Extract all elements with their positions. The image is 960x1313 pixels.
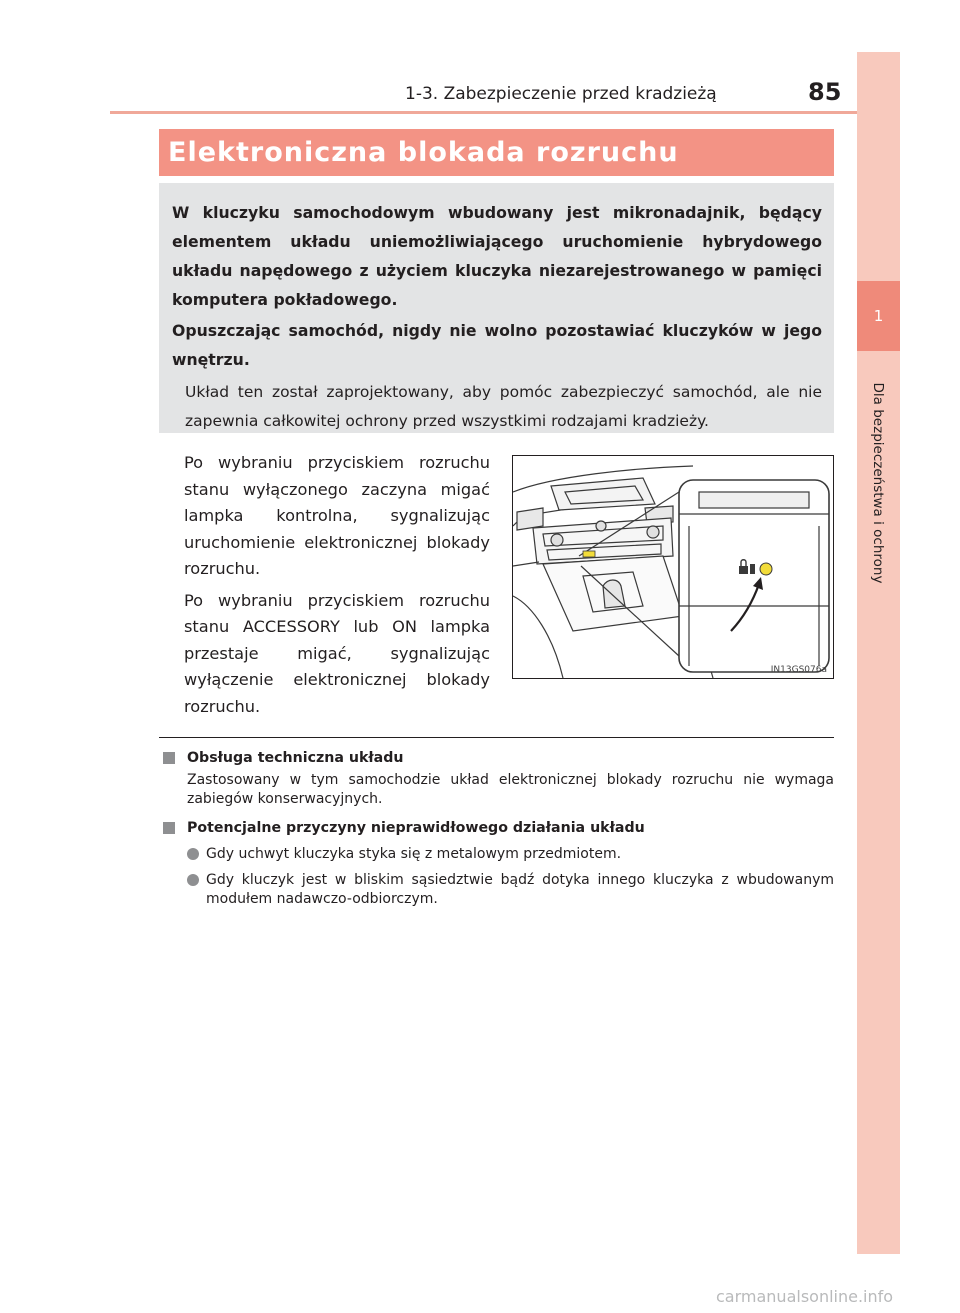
note-heading	[163, 817, 834, 839]
chapter-title-vertical	[861, 360, 895, 605]
dashboard-drawing	[513, 456, 833, 678]
chapter-title: Dla bezpieczeństwa i ochrony	[870, 382, 886, 583]
chapter-tab-strip	[857, 52, 900, 1254]
square-bullet-icon	[163, 822, 175, 834]
body-paragraph-1: Po wybraniu przyciskiem rozruchu stanu wyłączonego zaczyna migać lampka kontrolna, sygnalizując uruchomienie elektronicznej blokady rozruchu.	[184, 453, 490, 578]
indicator-light	[760, 563, 772, 575]
section-divider	[159, 737, 834, 738]
note-heading-text: Obsługa techniczna układu	[187, 750, 404, 766]
circle-bullet-icon	[187, 874, 199, 886]
list-item	[187, 845, 834, 864]
square-bullet-icon	[163, 752, 175, 764]
figure-code: IN13GS076a	[770, 665, 827, 675]
page-title: Elektroniczna blokada rozruchu	[168, 137, 679, 168]
footer-watermark: carmanualsonline.info	[716, 1287, 894, 1306]
intro-paragraph: W kluczyku samochodowym wbudowany jest mikronadajnik, będący elementem układu uniemożliwiającego uruchomienie hybrydowego układu napędowego z użyciem kluczyka niezarejestrowanego w pamięci komputera pokładowego.	[172, 203, 822, 309]
notes-section	[163, 747, 834, 909]
list-item	[187, 871, 834, 909]
note-heading-text: Potencjalne przyczyny nieprawidłowego działania układu	[187, 820, 645, 836]
body-paragraph-2: Po wybraniu przyciskiem rozruchu stanu ACCESSORY lub ON lampka przestaje migać, sygnalizując wyłączenie elektronicznej blokady rozruchu.	[184, 590, 490, 716]
list-item-text: Gdy uchwyt kluczyka styka się z metalowym przedmiotem.	[206, 846, 622, 862]
intro-warning: Opuszczając samochód, nigdy nie wolno pozostawiać kluczyków w jego wnętrzu.	[172, 321, 822, 369]
circle-bullet-icon	[187, 848, 199, 860]
intro-box	[159, 183, 834, 433]
section-header: 1-3. Zabezpieczenie przed kradzieżą	[405, 84, 717, 104]
chapter-number: 1	[857, 281, 900, 351]
note-maintenance	[163, 747, 834, 809]
list-item-text: Gdy kluczyk jest w bliskim sąsiedztwie bądź dotyka innego kluczyka z wbudowanym modułem nadawczo-odbiorczym.	[206, 872, 834, 907]
page-title-bar	[159, 129, 834, 176]
body-text	[184, 450, 490, 720]
note-malfunction	[163, 817, 834, 909]
dashboard-illustration	[512, 455, 834, 679]
page-number: 85	[808, 78, 842, 106]
note-text: Zastosowany w tym samochodzie układ elektronicznej blokady rozruchu nie wymaga zabiegów konserwacyjnych.	[187, 772, 834, 807]
note-heading	[163, 747, 834, 769]
intro-note: Układ ten został zaprojektowany, aby pomóc zabezpieczyć samochód, ale nie zapewnia całkowitej ochrony przed wszystkimi rodzajami kradzieży.	[185, 383, 822, 430]
indicator-highlight	[583, 551, 595, 557]
header-rule	[110, 111, 857, 114]
